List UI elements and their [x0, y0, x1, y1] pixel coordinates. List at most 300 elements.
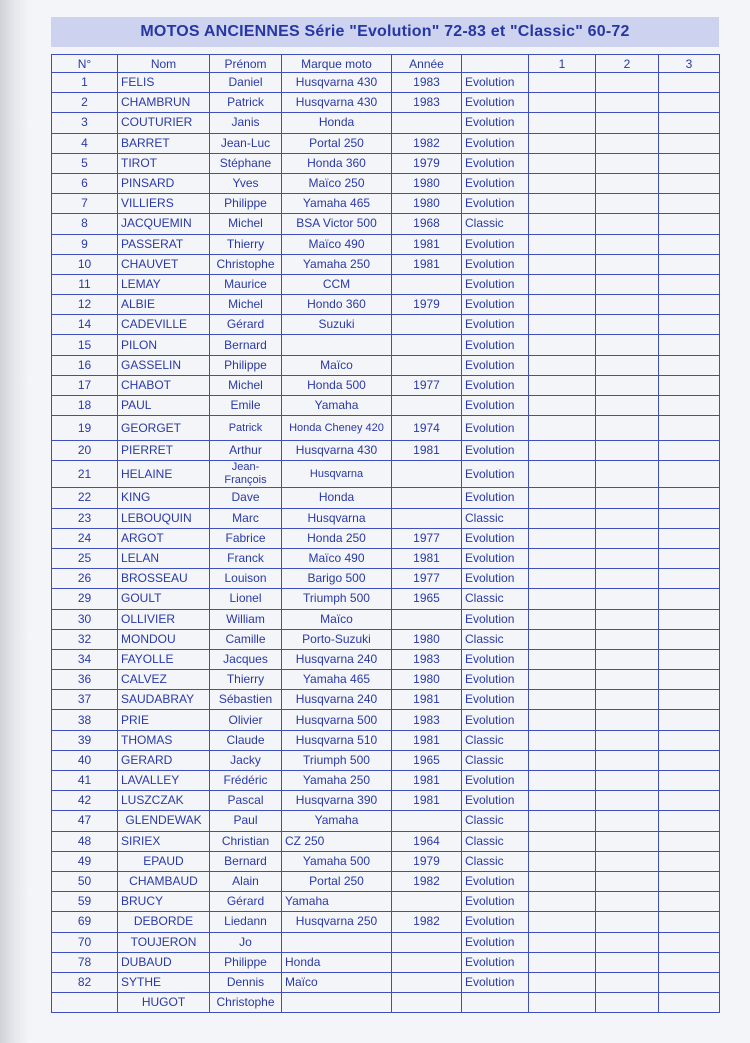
cell-num: 78 [52, 952, 118, 972]
cell-score-3 [659, 93, 720, 113]
cell-score-2 [596, 811, 659, 831]
cell-num: 50 [52, 871, 118, 891]
cell-annee: 1979 [392, 851, 462, 871]
cell-score-1 [529, 730, 596, 750]
cell-nom: GERARD [118, 750, 210, 770]
cell-prenom: Marc [210, 508, 282, 528]
cell-num: 1 [52, 73, 118, 93]
cell-score-2 [596, 569, 659, 589]
cell-serie: Evolution [462, 609, 529, 629]
cell-score-1 [529, 335, 596, 355]
cell-num: 40 [52, 750, 118, 770]
cell-score-1 [529, 528, 596, 548]
cell-annee [392, 396, 462, 416]
cell-annee [392, 609, 462, 629]
cell-score-2 [596, 416, 659, 441]
cell-annee: 1974 [392, 416, 462, 441]
cell-annee [392, 508, 462, 528]
cell-marque: Husqvarna [282, 461, 392, 488]
cell-score-2 [596, 629, 659, 649]
cell-score-3 [659, 113, 720, 133]
cell-score-3 [659, 315, 720, 335]
table-row [52, 993, 720, 1013]
cell-score-1 [529, 690, 596, 710]
cell-serie: Evolution [462, 791, 529, 811]
cell-score-2 [596, 690, 659, 710]
table-row [52, 315, 720, 335]
cell-num: 29 [52, 589, 118, 609]
cell-prenom: Michel [210, 214, 282, 234]
cell-num: 21 [52, 461, 118, 488]
cell-prenom: Bernard [210, 335, 282, 355]
cell-score-3 [659, 375, 720, 395]
page-title: MOTOS ANCIENNES Série "Evolution" 72-83 et "Classic" 60-72 [51, 17, 719, 47]
table-row [52, 710, 720, 730]
cell-score-2 [596, 315, 659, 335]
table-row [52, 295, 720, 315]
cell-num: 6 [52, 173, 118, 193]
cell-score-1 [529, 461, 596, 488]
cell-serie: Evolution [462, 649, 529, 669]
table-row [52, 670, 720, 690]
cell-score-3 [659, 690, 720, 710]
cell-score-2 [596, 274, 659, 294]
cell-score-2 [596, 375, 659, 395]
cell-nom: GOULT [118, 589, 210, 609]
cell-serie: Evolution [462, 932, 529, 952]
cell-marque: Honda 500 [282, 375, 392, 395]
cell-score-1 [529, 488, 596, 508]
cell-marque: Husqvarna 510 [282, 730, 392, 750]
table-row [52, 355, 720, 375]
col-header-nom: Nom [118, 55, 210, 73]
cell-marque: Yamaha [282, 892, 392, 912]
cell-score-3 [659, 993, 720, 1013]
cell-annee: 1977 [392, 528, 462, 548]
cell-serie: Evolution [462, 710, 529, 730]
cell-marque: Husqvarna 500 [282, 710, 392, 730]
cell-annee [392, 113, 462, 133]
cell-score-3 [659, 912, 720, 932]
cell-marque: Honda 360 [282, 153, 392, 173]
cell-prenom: Maurice [210, 274, 282, 294]
cell-score-1 [529, 194, 596, 214]
col-header-serie [462, 55, 529, 73]
cell-prenom: Christophe [210, 993, 282, 1013]
cell-num: 18 [52, 396, 118, 416]
cell-num: 9 [52, 234, 118, 254]
cell-serie: Evolution [462, 912, 529, 932]
cell-score-3 [659, 133, 720, 153]
cell-nom: BARRET [118, 133, 210, 153]
cell-annee: 1979 [392, 295, 462, 315]
cell-serie: Evolution [462, 690, 529, 710]
cell-score-3 [659, 73, 720, 93]
cell-num: 70 [52, 932, 118, 952]
cell-num: 69 [52, 912, 118, 932]
cell-num: 5 [52, 153, 118, 173]
cell-serie: Evolution [462, 871, 529, 891]
cell-score-2 [596, 912, 659, 932]
cell-serie: Evolution [462, 153, 529, 173]
cell-num: 47 [52, 811, 118, 831]
cell-score-1 [529, 133, 596, 153]
cell-score-2 [596, 113, 659, 133]
cell-score-3 [659, 214, 720, 234]
cell-num: 2 [52, 93, 118, 113]
cell-serie: Evolution [462, 952, 529, 972]
cell-score-1 [529, 214, 596, 234]
cell-annee: 1981 [392, 730, 462, 750]
cell-marque: Barigo 500 [282, 569, 392, 589]
cell-serie: Evolution [462, 274, 529, 294]
cell-score-2 [596, 609, 659, 629]
table-row [52, 234, 720, 254]
cell-num: 10 [52, 254, 118, 274]
cell-nom: GLENDEWAK [118, 811, 210, 831]
cell-marque: BSA Victor 500 [282, 214, 392, 234]
cell-marque: CZ 250 [282, 831, 392, 851]
cell-score-3 [659, 892, 720, 912]
cell-annee [392, 488, 462, 508]
cell-score-3 [659, 730, 720, 750]
cell-marque: Honda 250 [282, 528, 392, 548]
cell-annee [392, 355, 462, 375]
cell-prenom: Patrick [210, 416, 282, 441]
cell-nom: HUGOT [118, 993, 210, 1013]
cell-num: 42 [52, 791, 118, 811]
cell-serie: Evolution [462, 892, 529, 912]
cell-marque: Maïco 490 [282, 548, 392, 568]
cell-prenom: Christian [210, 831, 282, 851]
cell-score-1 [529, 153, 596, 173]
cell-num: 48 [52, 831, 118, 851]
cell-serie: Evolution [462, 416, 529, 441]
cell-marque: Honda [282, 113, 392, 133]
col-header-annee: Année [392, 55, 462, 73]
cell-annee [392, 811, 462, 831]
cell-num: 11 [52, 274, 118, 294]
cell-score-1 [529, 952, 596, 972]
cell-nom: LAVALLEY [118, 771, 210, 791]
cell-marque: Yamaha 465 [282, 194, 392, 214]
cell-serie: Evolution [462, 488, 529, 508]
cell-num: 82 [52, 972, 118, 992]
cell-serie: Evolution [462, 548, 529, 568]
cell-score-2 [596, 670, 659, 690]
cell-marque: Porto-Suzuki [282, 629, 392, 649]
cell-score-3 [659, 528, 720, 548]
cell-prenom: Fabrice [210, 528, 282, 548]
cell-prenom: Franck [210, 548, 282, 568]
cell-score-3 [659, 295, 720, 315]
cell-annee: 1983 [392, 710, 462, 730]
cell-marque: Maïco 250 [282, 173, 392, 193]
cell-prenom: Janis [210, 113, 282, 133]
cell-num: 19 [52, 416, 118, 441]
cell-serie: Classic [462, 589, 529, 609]
cell-score-1 [529, 173, 596, 193]
cell-annee: 1982 [392, 871, 462, 891]
cell-prenom: Jean-Luc [210, 133, 282, 153]
cell-num: 34 [52, 649, 118, 669]
table-row [52, 335, 720, 355]
cell-num: 7 [52, 194, 118, 214]
cell-marque [282, 335, 392, 355]
cell-num: 17 [52, 375, 118, 395]
cell-score-1 [529, 274, 596, 294]
cell-prenom: Philippe [210, 355, 282, 375]
cell-prenom: Yves [210, 173, 282, 193]
cell-annee: 1977 [392, 569, 462, 589]
table-row [52, 791, 720, 811]
cell-marque: Husqvarna 430 [282, 73, 392, 93]
table-row [52, 214, 720, 234]
cell-num: 20 [52, 441, 118, 461]
cell-nom: DEBORDE [118, 912, 210, 932]
cell-num: 15 [52, 335, 118, 355]
cell-marque: Suzuki [282, 315, 392, 335]
cell-num: 26 [52, 569, 118, 589]
cell-score-2 [596, 892, 659, 912]
cell-score-3 [659, 548, 720, 568]
cell-prenom: Claude [210, 730, 282, 750]
cell-score-2 [596, 508, 659, 528]
cell-score-1 [529, 892, 596, 912]
table-row [52, 912, 720, 932]
cell-score-2 [596, 952, 659, 972]
cell-prenom: Thierry [210, 670, 282, 690]
cell-score-2 [596, 295, 659, 315]
cell-annee: 1977 [392, 375, 462, 395]
cell-nom: COUTURIER [118, 113, 210, 133]
table-row [52, 952, 720, 972]
cell-serie: Evolution [462, 569, 529, 589]
cell-prenom: Frédéric [210, 771, 282, 791]
cell-score-2 [596, 871, 659, 891]
cell-serie: Classic [462, 811, 529, 831]
table-row [52, 589, 720, 609]
table-row [52, 750, 720, 770]
cell-serie: Evolution [462, 528, 529, 548]
cell-serie: Evolution [462, 93, 529, 113]
table-row [52, 173, 720, 193]
table-row [52, 254, 720, 274]
cell-score-3 [659, 670, 720, 690]
table-row [52, 811, 720, 831]
cell-num: 30 [52, 609, 118, 629]
cell-nom: ALBIE [118, 295, 210, 315]
cell-score-3 [659, 932, 720, 952]
cell-serie: Evolution [462, 335, 529, 355]
cell-serie: Evolution [462, 771, 529, 791]
table-row [52, 690, 720, 710]
cell-marque: Yamaha 250 [282, 254, 392, 274]
cell-marque: Maïco 490 [282, 234, 392, 254]
table-row [52, 93, 720, 113]
cell-prenom: Gérard [210, 315, 282, 335]
cell-num: 8 [52, 214, 118, 234]
cell-score-1 [529, 871, 596, 891]
cell-serie: Evolution [462, 972, 529, 992]
cell-score-3 [659, 710, 720, 730]
table-row [52, 871, 720, 891]
cell-prenom: Louison [210, 569, 282, 589]
cell-nom: MONDOU [118, 629, 210, 649]
cell-score-1 [529, 670, 596, 690]
cell-serie: Evolution [462, 375, 529, 395]
cell-prenom: Camille [210, 629, 282, 649]
cell-score-1 [529, 441, 596, 461]
cell-serie: Evolution [462, 194, 529, 214]
cell-score-2 [596, 488, 659, 508]
cell-annee: 1983 [392, 73, 462, 93]
cell-score-2 [596, 548, 659, 568]
cell-score-2 [596, 194, 659, 214]
cell-score-3 [659, 831, 720, 851]
cell-prenom: Paul [210, 811, 282, 831]
cell-score-2 [596, 335, 659, 355]
table-row [52, 488, 720, 508]
cell-nom: CHAMBAUD [118, 871, 210, 891]
cell-score-2 [596, 528, 659, 548]
cell-nom: PIERRET [118, 441, 210, 461]
cell-marque: Husqvarna 250 [282, 912, 392, 932]
col-header-prenom: Prénom [210, 55, 282, 73]
cell-prenom: Dennis [210, 972, 282, 992]
table-row [52, 153, 720, 173]
cell-score-2 [596, 254, 659, 274]
cell-serie: Evolution [462, 315, 529, 335]
cell-serie: Classic [462, 851, 529, 871]
col-header-marque: Marque moto [282, 55, 392, 73]
cell-serie: Evolution [462, 133, 529, 153]
cell-nom: OLLIVIER [118, 609, 210, 629]
page-binding-shadow [0, 0, 30, 1043]
cell-score-2 [596, 710, 659, 730]
cell-marque: Portal 250 [282, 871, 392, 891]
cell-score-2 [596, 214, 659, 234]
cell-serie: Evolution [462, 355, 529, 375]
cell-score-1 [529, 972, 596, 992]
cell-score-1 [529, 811, 596, 831]
cell-prenom: Jo [210, 932, 282, 952]
table-row [52, 396, 720, 416]
cell-score-2 [596, 133, 659, 153]
cell-score-1 [529, 710, 596, 730]
cell-score-1 [529, 629, 596, 649]
cell-serie: Evolution [462, 113, 529, 133]
cell-nom: EPAUD [118, 851, 210, 871]
col-header-1: 1 [529, 55, 596, 73]
cell-score-3 [659, 234, 720, 254]
cell-num: 16 [52, 355, 118, 375]
cell-prenom: Christophe [210, 254, 282, 274]
cell-score-1 [529, 993, 596, 1013]
cell-annee: 1965 [392, 750, 462, 770]
cell-score-3 [659, 441, 720, 461]
cell-score-3 [659, 488, 720, 508]
cell-nom: DUBAUD [118, 952, 210, 972]
cell-nom: FAYOLLE [118, 649, 210, 669]
table-row [52, 73, 720, 93]
cell-score-1 [529, 649, 596, 669]
cell-score-3 [659, 972, 720, 992]
cell-score-1 [529, 295, 596, 315]
table-row [52, 892, 720, 912]
cell-score-1 [529, 589, 596, 609]
cell-score-2 [596, 73, 659, 93]
cell-marque: CCM [282, 274, 392, 294]
cell-serie: Classic [462, 730, 529, 750]
cell-nom: ARGOT [118, 528, 210, 548]
cell-score-1 [529, 851, 596, 871]
table-row [52, 274, 720, 294]
cell-prenom: Bernard [210, 851, 282, 871]
entry-list-table [51, 54, 720, 1013]
cell-annee [392, 993, 462, 1013]
cell-prenom: Philippe [210, 194, 282, 214]
cell-nom: BROSSEAU [118, 569, 210, 589]
cell-score-1 [529, 569, 596, 589]
cell-score-1 [529, 315, 596, 335]
cell-score-2 [596, 771, 659, 791]
cell-nom: CALVEZ [118, 670, 210, 690]
cell-score-2 [596, 750, 659, 770]
cell-score-2 [596, 791, 659, 811]
cell-score-3 [659, 396, 720, 416]
cell-nom: BRUCY [118, 892, 210, 912]
cell-num: 59 [52, 892, 118, 912]
table-row [52, 113, 720, 133]
cell-annee: 1981 [392, 771, 462, 791]
table-body [52, 73, 720, 1013]
cell-score-1 [529, 508, 596, 528]
cell-prenom: Dave [210, 488, 282, 508]
cell-score-2 [596, 396, 659, 416]
cell-num: 32 [52, 629, 118, 649]
cell-prenom: Emile [210, 396, 282, 416]
cell-score-1 [529, 416, 596, 441]
cell-marque: Husqvarna [282, 508, 392, 528]
cell-marque: Yamaha 465 [282, 670, 392, 690]
table-row [52, 528, 720, 548]
col-header-num: N° [52, 55, 118, 73]
table-row [52, 851, 720, 871]
cell-score-2 [596, 932, 659, 952]
cell-score-3 [659, 335, 720, 355]
cell-annee [392, 461, 462, 488]
cell-prenom: Jean-François [210, 461, 282, 488]
cell-annee: 1980 [392, 194, 462, 214]
table-row [52, 730, 720, 750]
cell-serie: Classic [462, 831, 529, 851]
cell-nom: PAUL [118, 396, 210, 416]
cell-score-1 [529, 771, 596, 791]
cell-annee: 1979 [392, 153, 462, 173]
cell-serie: Evolution [462, 73, 529, 93]
cell-marque: Husqvarna 240 [282, 690, 392, 710]
cell-marque: Yamaha 250 [282, 771, 392, 791]
cell-marque: Triumph 500 [282, 750, 392, 770]
cell-nom: HELAINE [118, 461, 210, 488]
cell-marque: Yamaha [282, 396, 392, 416]
cell-score-2 [596, 589, 659, 609]
cell-score-2 [596, 153, 659, 173]
cell-score-3 [659, 194, 720, 214]
cell-score-3 [659, 173, 720, 193]
cell-nom: TOUJERON [118, 932, 210, 952]
